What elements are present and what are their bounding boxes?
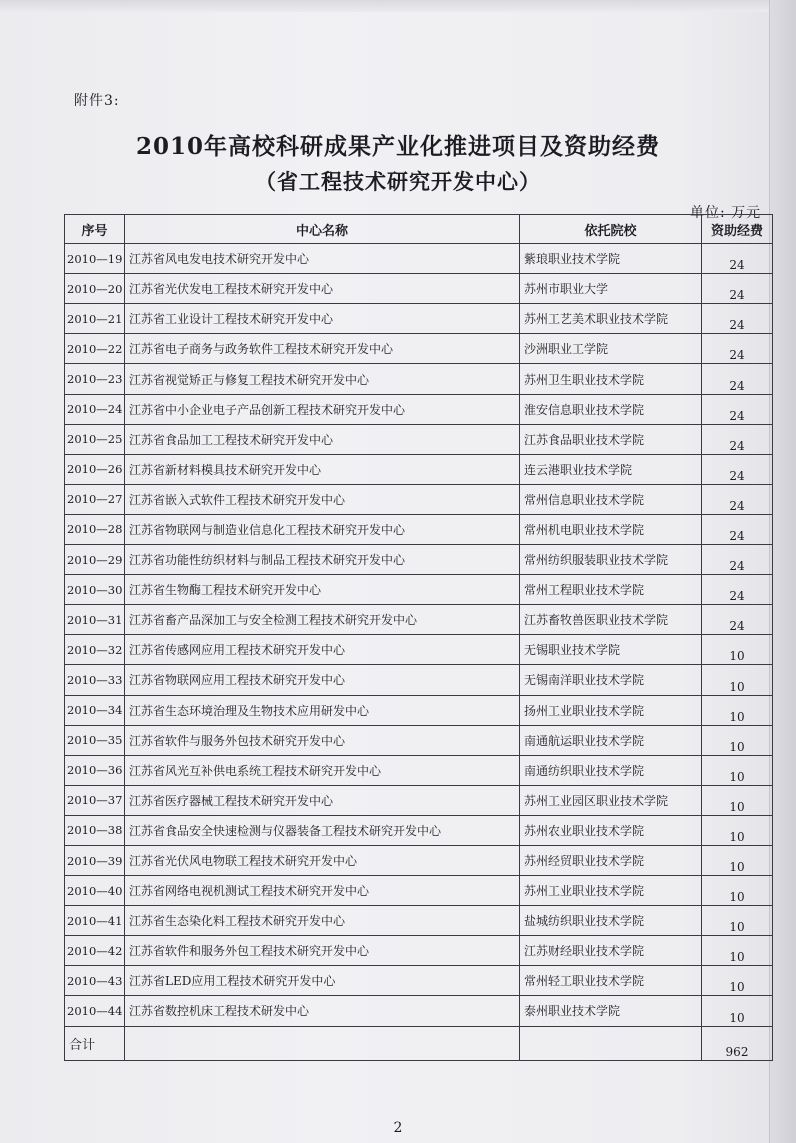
institution-name: 无锡职业技术学院	[520, 635, 702, 665]
row-number: 2010—44	[65, 996, 125, 1026]
row-number: 2010—41	[65, 906, 125, 936]
total-empty-cell	[520, 1026, 702, 1060]
table-row	[65, 394, 773, 424]
funding-amount: 24	[702, 244, 773, 274]
institution-name: 淮安信息职业技术学院	[520, 394, 702, 424]
center-name: 江苏省光伏发电工程技术研究开发中心	[125, 274, 520, 304]
funding-amount: 24	[702, 484, 773, 514]
institution-name: 苏州市职业大学	[520, 274, 702, 304]
funding-amount: 10	[702, 635, 773, 665]
funding-amount: 10	[702, 966, 773, 996]
row-number: 2010—28	[65, 514, 125, 544]
institution-name: 常州轻工职业技术学院	[520, 966, 702, 996]
center-name: 江苏省软件和服务外包工程技术研究开发中心	[125, 936, 520, 966]
header-center-name: 中心名称	[125, 215, 520, 244]
table-row	[65, 695, 773, 725]
institution-name: 常州工程职业技术学院	[520, 575, 702, 605]
total-label: 合计	[65, 1026, 125, 1060]
table-row	[65, 514, 773, 544]
center-name: 江苏省LED应用工程技术研究开发中心	[125, 966, 520, 996]
center-name: 江苏省生物酶工程技术研究开发中心	[125, 575, 520, 605]
center-name: 江苏省光伏风电物联工程技术研究开发中心	[125, 845, 520, 875]
funding-amount: 10	[702, 815, 773, 845]
table-row	[65, 244, 773, 274]
center-name: 江苏省功能性纺织材料与制品工程技术研究开发中心	[125, 545, 520, 575]
center-name: 江苏省软件与服务外包技术研究开发中心	[125, 725, 520, 755]
header-number: 序号	[65, 215, 125, 244]
row-number: 2010—25	[65, 424, 125, 454]
center-name: 江苏省嵌入式软件工程技术研究开发中心	[125, 484, 520, 514]
document-title: 2010年高校科研成果产业化推进项目及资助经费	[135, 133, 660, 160]
row-number: 2010—37	[65, 785, 125, 815]
funding-amount: 10	[702, 996, 773, 1026]
row-number: 2010—38	[65, 815, 125, 845]
page-number: 2	[393, 1120, 403, 1136]
table-row	[65, 815, 773, 845]
center-name: 江苏省工业设计工程技术研究开发中心	[125, 304, 520, 334]
funding-amount: 24	[702, 394, 773, 424]
table-row	[65, 304, 773, 334]
total-empty-cell	[125, 1026, 520, 1060]
funding-amount: 24	[702, 304, 773, 334]
header-funding: 资助经费	[702, 215, 773, 244]
table-row	[65, 454, 773, 484]
table-row	[65, 755, 773, 785]
institution-name: 南通航运职业技术学院	[520, 725, 702, 755]
center-name: 江苏省数控机床工程技术研发中心	[125, 996, 520, 1026]
row-number: 2010—20	[65, 274, 125, 304]
row-number: 2010—42	[65, 936, 125, 966]
table-row	[65, 725, 773, 755]
funding-amount: 10	[702, 785, 773, 815]
center-name: 江苏省生态环境治理及生物技术应用研发中心	[125, 695, 520, 725]
institution-name: 苏州卫生职业技术学院	[520, 364, 702, 394]
header-institution: 依托院校	[520, 215, 702, 244]
table-row	[65, 966, 773, 996]
funding-amount: 24	[702, 364, 773, 394]
total-amount: 962	[702, 1026, 773, 1060]
funding-amount: 24	[702, 424, 773, 454]
institution-name: 连云港职业技术学院	[520, 454, 702, 484]
funding-amount: 10	[702, 845, 773, 875]
table-row	[65, 364, 773, 394]
table-row	[65, 545, 773, 575]
table-row	[65, 334, 773, 364]
funding-amount: 10	[702, 936, 773, 966]
row-number: 2010—31	[65, 605, 125, 635]
table-header-row	[65, 215, 773, 244]
table-row	[65, 274, 773, 304]
row-number: 2010—23	[65, 364, 125, 394]
funding-amount: 24	[702, 575, 773, 605]
funding-amount: 24	[702, 454, 773, 484]
institution-name: 江苏财经职业技术学院	[520, 936, 702, 966]
institution-name: 苏州农业职业技术学院	[520, 815, 702, 845]
institution-name: 苏州经贸职业技术学院	[520, 845, 702, 875]
table-row	[65, 575, 773, 605]
funding-amount: 10	[702, 906, 773, 936]
institution-name: 紫琅职业技术学院	[520, 244, 702, 274]
center-name: 江苏省传感网应用工程技术研究开发中心	[125, 635, 520, 665]
funding-amount: 24	[702, 605, 773, 635]
row-number: 2010—26	[65, 454, 125, 484]
institution-name: 常州纺织服装职业技术学院	[520, 545, 702, 575]
row-number: 2010—39	[65, 845, 125, 875]
row-number: 2010—35	[65, 725, 125, 755]
attachment-label: 附件3:	[74, 93, 120, 109]
institution-name: 泰州职业技术学院	[520, 996, 702, 1026]
row-number: 2010—21	[65, 304, 125, 334]
center-name: 江苏省中小企业电子产品创新工程技术研究开发中心	[125, 394, 520, 424]
institution-name: 扬州工业职业技术学院	[520, 695, 702, 725]
center-name: 江苏省风电发电技术研究开发中心	[125, 244, 520, 274]
row-number: 2010—33	[65, 665, 125, 695]
institution-name: 江苏食品职业技术学院	[520, 424, 702, 454]
table-row	[65, 876, 773, 906]
scan-top-edge	[0, 0, 796, 12]
funding-amount: 24	[702, 545, 773, 575]
table-row	[65, 605, 773, 635]
funding-amount: 10	[702, 725, 773, 755]
funding-table	[64, 214, 773, 1061]
table-row	[65, 845, 773, 875]
table-row	[65, 996, 773, 1026]
center-name: 江苏省新材料模具技术研究开发中心	[125, 454, 520, 484]
table-row	[65, 484, 773, 514]
institution-name: 盐城纺织职业技术学院	[520, 906, 702, 936]
center-name: 江苏省生态染化料工程技术研究开发中心	[125, 906, 520, 936]
center-name: 江苏省风光互补供电系统工程技术研究开发中心	[125, 755, 520, 785]
institution-name: 苏州工艺美术职业技术学院	[520, 304, 702, 334]
funding-amount: 10	[702, 755, 773, 785]
table-row	[65, 424, 773, 454]
row-number: 2010—36	[65, 755, 125, 785]
funding-amount: 10	[702, 665, 773, 695]
row-number: 2010—29	[65, 545, 125, 575]
institution-name: 江苏畜牧兽医职业技术学院	[520, 605, 702, 635]
institution-name: 苏州工业园区职业技术学院	[520, 785, 702, 815]
table-row	[65, 936, 773, 966]
table-row	[65, 785, 773, 815]
row-number: 2010—40	[65, 876, 125, 906]
institution-name: 沙洲职业工学院	[520, 334, 702, 364]
center-name: 江苏省网络电视机测试工程技术研究开发中心	[125, 876, 520, 906]
funding-amount: 10	[702, 876, 773, 906]
funding-amount: 24	[702, 274, 773, 304]
institution-name: 常州信息职业技术学院	[520, 484, 702, 514]
center-name: 江苏省物联网应用工程技术研究开发中心	[125, 665, 520, 695]
row-number: 2010—24	[65, 394, 125, 424]
total-row	[65, 1026, 773, 1060]
institution-name: 南通纺织职业技术学院	[520, 755, 702, 785]
table-row	[65, 635, 773, 665]
funding-amount: 10	[702, 695, 773, 725]
unit-label: 单位: 万元	[690, 205, 762, 221]
center-name: 江苏省食品加工工程技术研究开发中心	[125, 424, 520, 454]
center-name: 江苏省视觉矫正与修复工程技术研究开发中心	[125, 364, 520, 394]
center-name: 江苏省食品安全快速检测与仪器装备工程技术研究开发中心	[125, 815, 520, 845]
institution-name: 常州机电职业技术学院	[520, 514, 702, 544]
center-name: 江苏省电子商务与政务软件工程技术研究开发中心	[125, 334, 520, 364]
row-number: 2010—34	[65, 695, 125, 725]
funding-amount: 24	[702, 514, 773, 544]
center-name: 江苏省物联网与制造业信息化工程技术研究开发中心	[125, 514, 520, 544]
row-number: 2010—43	[65, 966, 125, 996]
center-name: 江苏省畜产品深加工与安全检测工程技术研究开发中心	[125, 605, 520, 635]
row-number: 2010—27	[65, 484, 125, 514]
row-number: 2010—32	[65, 635, 125, 665]
institution-name: 无锡南洋职业技术学院	[520, 665, 702, 695]
funding-amount: 24	[702, 334, 773, 364]
row-number: 2010—19	[65, 244, 125, 274]
center-name: 江苏省医疗器械工程技术研究开发中心	[125, 785, 520, 815]
row-number: 2010—22	[65, 334, 125, 364]
row-number: 2010—30	[65, 575, 125, 605]
table-row	[65, 906, 773, 936]
institution-name: 苏州工业职业技术学院	[520, 876, 702, 906]
document-subtitle: （省工程技术研究开发中心）	[255, 169, 541, 194]
table-row	[65, 665, 773, 695]
